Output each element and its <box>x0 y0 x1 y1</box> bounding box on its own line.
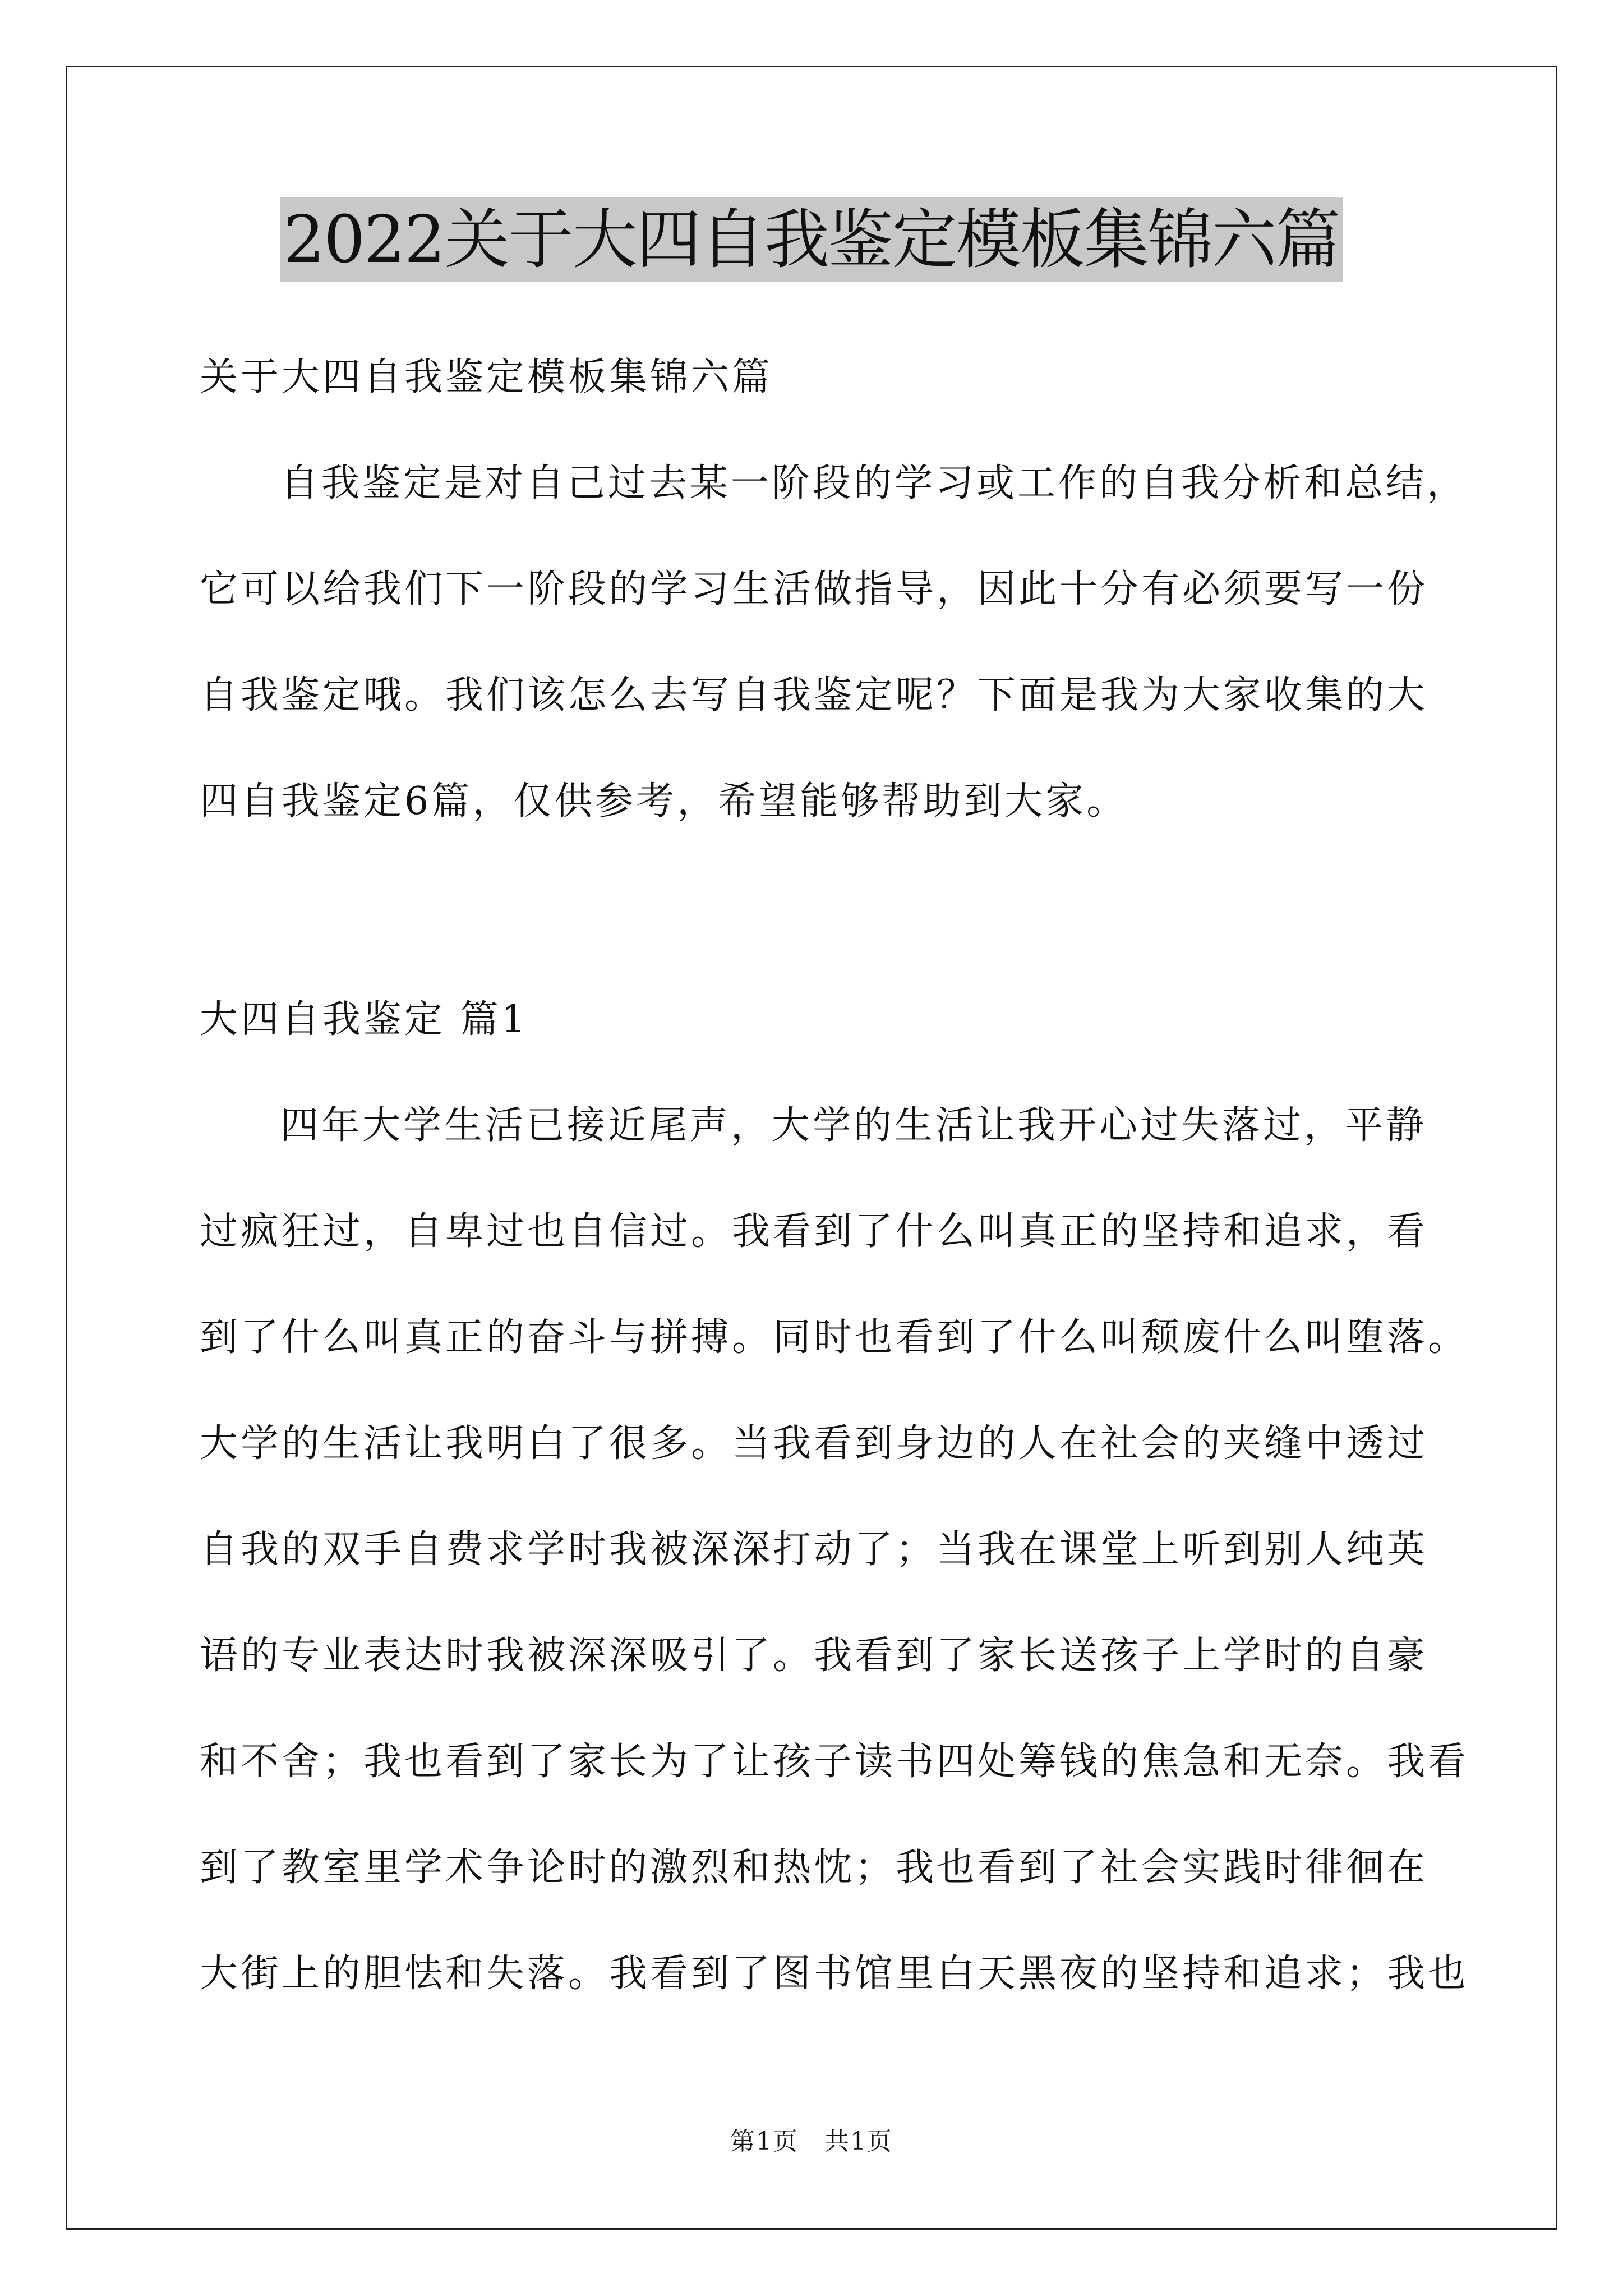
document-title <box>0 201 1623 279</box>
body-paragraph <box>200 1101 1469 2055</box>
paragraph-line: 到了教室里学术争论时的激烈和热忱；我也看到了社会实践时徘徊在 <box>200 1846 1428 1890</box>
paragraph-line: 它可以给我们下一阶段的学习生活做指导，因此十分有必须要写一份 <box>200 567 1428 611</box>
document-subtitle: 关于大四自我鉴定模板集锦六篇 <box>200 355 773 399</box>
paragraph-line: 大街上的胆怯和失落。我看到了图书馆里白天黑夜的坚持和追求；我也 <box>200 1952 1469 1996</box>
intro-paragraph <box>200 458 1468 882</box>
paragraph-line: 语的专业表达时我被深深吸引了。我看到了家长送孩子上学时的自豪 <box>200 1634 1428 1678</box>
paragraph-line: 自我鉴定是对自己过去某一阶段的学习或工作的自我分析和总结， <box>280 461 1468 505</box>
paragraph-line: 到了什么叫真正的奋斗与拼搏。同时也看到了什么叫颓废什么叫堕落。 <box>200 1315 1469 1360</box>
page-footer: 第1页 共1页 <box>730 2127 893 2156</box>
document-title-text: 2022关于大四自我鉴定模板集锦六篇 <box>280 197 1343 282</box>
paragraph-line: 和不舍；我也看到了家长为了让孩子读书四处筹钱的焦急和无奈。我看 <box>200 1740 1469 1784</box>
paragraph-line: 过疯狂过，自卑过也自信过。我看到了什么叫真正的坚持和追求，看 <box>200 1209 1428 1254</box>
section-heading: 大四自我鉴定 篇1 <box>200 997 528 1042</box>
paragraph-line: 四自我鉴定6篇，仅供参考，希望能够帮助到大家。 <box>200 779 1128 823</box>
paragraph-line: 自我鉴定哦。我们该怎么去写自我鉴定呢？下面是我为大家收集的大 <box>200 673 1428 717</box>
paragraph-line: 四年大学生活已接近尾声，大学的生活让我开心过失落过，平静 <box>280 1103 1427 1148</box>
paragraph-line: 大学的生活让我明白了很多。当我看到身边的人在社会的夹缝中透过 <box>200 1421 1428 1466</box>
paragraph-line: 自我的双手自费求学时我被深深打动了；当我在课堂上听到别人纯英 <box>200 1527 1428 1572</box>
